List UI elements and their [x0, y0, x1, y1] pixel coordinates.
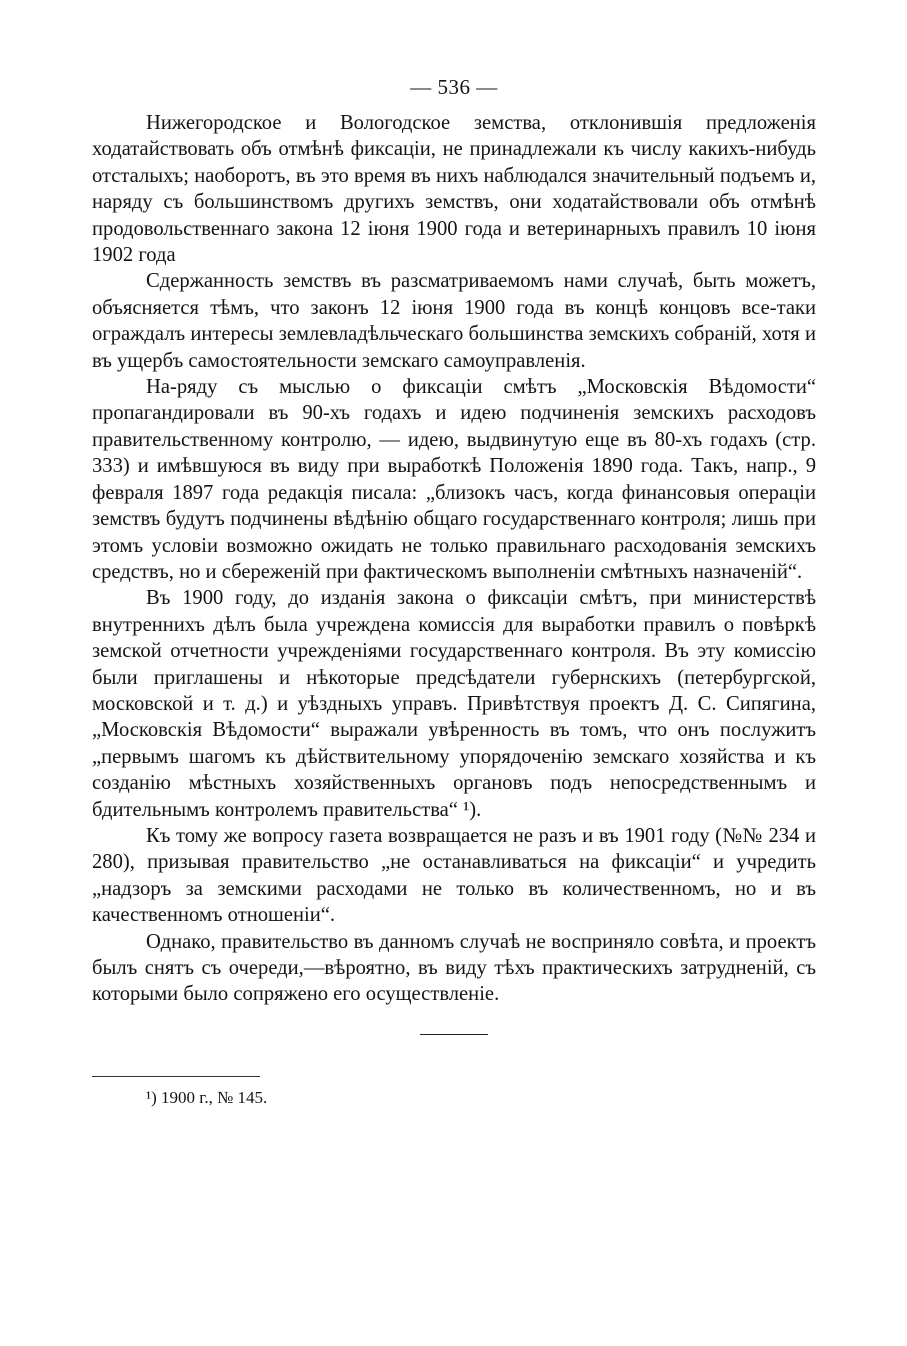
- paragraph-4: Въ 1900 году, до изданія закона о фиксаціи смѣтъ, при министерствѣ внутреннихъ дѣлъ была учреждена комиссія для выработки правилъ о повѣркѣ земской отчетности учрежденіями государственнаго контроля. Въ эту комиссію были приглашены и нѣкоторые предсѣдатели губернскихъ (петербургской, московской и т. д.) и уѣздныхъ управъ. Привѣтствуя проектъ Д. С. Сипягина, „Московскія Вѣдомости“ выражали увѣренность въ томъ, что онъ послужитъ „первымъ шагомъ къ дѣйствительному упорядоченію земскаго хозяйства и къ созданію мѣстныхъ хозяйственныхъ органовъ подъ непосредственнымъ и бдительнымъ контролемъ правительства“ ¹).: [92, 587, 816, 821]
- paragraph-5: Къ тому же вопросу газета возвращается не разъ и въ 1901 году (№№ 234 и 280), призывая правительство „не останавливаться на фиксаціи“ и учредить „надзоръ за земскими расходами не только въ количественномъ, но и въ качественномъ отношеніи“.: [92, 824, 816, 927]
- footnote: ¹) 1900 г., № 145.: [146, 1087, 268, 1107]
- book-page: [92, 72, 816, 1109]
- paragraph-1: Нижегородское и Вологодское земства, отклонившія предложенія ходатайствовать объ отмѣнѣ фиксаціи, не принадлежали къ числу какихъ-нибудь отсталыхъ; наоборотъ, въ это время въ нихъ наблюдался значительный подъемъ и, наряду съ большинствомъ другихъ земствъ, они ходатайствовали объ отмѣнѣ продовольственнаго закона 12 іюня 1900 года и ветеринарныхъ правилъ 10 іюня 1902 года: [92, 112, 816, 267]
- section-separator: [420, 1034, 488, 1035]
- paragraph-3: На-ряду съ мыслью о фиксаціи смѣтъ „Московскія Вѣдомости“ пропагандировали въ 90-хъ годахъ и идею подчиненія земскихъ расходовъ правительственному контролю, — идею, выдвинутую еще въ 80-хъ годахъ (стр. 333) и имѣвшуюся въ виду при выработкѣ Положенія 1890 года. Такъ, напр., 9 февраля 1897 года редакція писала: „близокъ часъ, когда финансовыя операціи земствъ будутъ подчинены вѣдѣнію общаго государственнаго контроля; лишь при этомъ условіи возможно ожидать не только правильнаго расходованія земскихъ средствъ, но и сбереженій при фактическомъ выполненіи смѣтныхъ назначеній“.: [92, 376, 816, 583]
- paragraph-2: Сдержанность земствъ въ разсматриваемомъ нами случаѣ, быть можетъ, объясняется тѣмъ, что законъ 12 іюня 1900 года въ концѣ концовъ все-таки ограждалъ интересы землевладѣльческаго большинства земскихъ собраній, хотя и въ ущербъ самостоятельности земскаго самоуправленія.: [92, 270, 816, 372]
- page-number: — 536 —: [410, 75, 498, 99]
- footnote-rule: [92, 1076, 260, 1077]
- paragraph-6: Однако, правительство въ данномъ случаѣ не восприняло совѣта, и проектъ былъ снятъ съ очереди,—вѣроятно, въ виду тѣхъ практическихъ затрудненій, съ которыми было сопряжено его осуществленіе.: [92, 930, 816, 1006]
